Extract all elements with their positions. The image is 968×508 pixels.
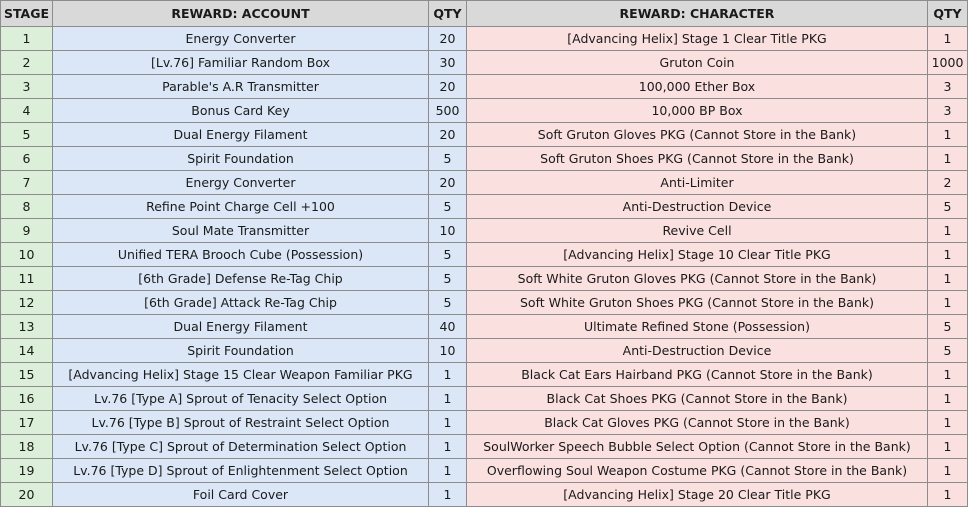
table-row (1, 147, 968, 171)
character-qty-cell: 1 (928, 267, 968, 291)
account-reward-cell: Unified TERA Brooch Cube (Possession) (53, 243, 429, 267)
account-qty-cell: 1 (429, 411, 467, 435)
reward-character-header: REWARD: CHARACTER (467, 1, 928, 27)
stage-cell: 19 (1, 459, 53, 483)
character-qty-cell: 2 (928, 171, 968, 195)
account-reward-cell: [Advancing Helix] Stage 15 Clear Weapon Familiar PKG (53, 363, 429, 387)
character-qty-cell: 1 (928, 435, 968, 459)
table-row (1, 171, 968, 195)
account-qty-cell: 500 (429, 99, 467, 123)
table-row (1, 123, 968, 147)
qty-account-header: QTY (429, 1, 467, 27)
stage-cell: 8 (1, 195, 53, 219)
character-reward-cell: Black Cat Gloves PKG (Cannot Store in the Bank) (467, 411, 928, 435)
character-qty-cell: 3 (928, 75, 968, 99)
stage-cell: 4 (1, 99, 53, 123)
account-qty-cell: 1 (429, 435, 467, 459)
character-reward-cell: [Advancing Helix] Stage 20 Clear Title PKG (467, 483, 928, 507)
character-qty-cell: 1 (928, 123, 968, 147)
table-row (1, 51, 968, 75)
account-reward-cell: Bonus Card Key (53, 99, 429, 123)
character-reward-cell: 100,000 Ether Box (467, 75, 928, 99)
character-reward-cell: Soft White Gruton Shoes PKG (Cannot Store in the Bank) (467, 291, 928, 315)
character-qty-cell: 5 (928, 195, 968, 219)
character-qty-cell: 1 (928, 387, 968, 411)
stage-cell: 15 (1, 363, 53, 387)
character-qty-cell: 1 (928, 219, 968, 243)
table-row (1, 483, 968, 507)
account-qty-cell: 5 (429, 267, 467, 291)
table-row (1, 75, 968, 99)
stage-cell: 18 (1, 435, 53, 459)
table-row (1, 435, 968, 459)
character-qty-cell: 1 (928, 27, 968, 51)
account-qty-cell: 1 (429, 459, 467, 483)
account-qty-cell: 5 (429, 243, 467, 267)
character-reward-cell: Ultimate Refined Stone (Possession) (467, 315, 928, 339)
character-qty-cell: 1 (928, 459, 968, 483)
table-row (1, 291, 968, 315)
stage-cell: 7 (1, 171, 53, 195)
character-reward-cell: Anti-Destruction Device (467, 195, 928, 219)
stage-cell: 2 (1, 51, 53, 75)
account-reward-cell: Spirit Foundation (53, 339, 429, 363)
stage-cell: 20 (1, 483, 53, 507)
character-qty-cell: 5 (928, 315, 968, 339)
account-reward-cell: Soul Mate Transmitter (53, 219, 429, 243)
character-reward-cell: [Advancing Helix] Stage 1 Clear Title PKG (467, 27, 928, 51)
stage-cell: 12 (1, 291, 53, 315)
character-qty-cell: 1 (928, 411, 968, 435)
account-reward-cell: Lv.76 [Type C] Sprout of Determination Select Option (53, 435, 429, 459)
account-qty-cell: 20 (429, 171, 467, 195)
character-qty-cell: 1 (928, 483, 968, 507)
account-qty-cell: 30 (429, 51, 467, 75)
character-reward-cell: Revive Cell (467, 219, 928, 243)
account-reward-cell: Energy Converter (53, 171, 429, 195)
character-reward-cell: Anti-Destruction Device (467, 339, 928, 363)
stage-cell: 5 (1, 123, 53, 147)
account-qty-cell: 40 (429, 315, 467, 339)
account-qty-cell: 1 (429, 387, 467, 411)
account-reward-cell: [6th Grade] Defense Re-Tag Chip (53, 267, 429, 291)
character-qty-cell: 1 (928, 363, 968, 387)
account-qty-cell: 10 (429, 219, 467, 243)
character-reward-cell: [Advancing Helix] Stage 10 Clear Title PKG (467, 243, 928, 267)
account-reward-cell: Lv.76 [Type D] Sprout of Enlightenment Select Option (53, 459, 429, 483)
stage-cell: 11 (1, 267, 53, 291)
account-reward-cell: Lv.76 [Type A] Sprout of Tenacity Select Option (53, 387, 429, 411)
table-row (1, 267, 968, 291)
table-row (1, 459, 968, 483)
stage-cell: 10 (1, 243, 53, 267)
character-qty-cell: 1 (928, 291, 968, 315)
table-row (1, 195, 968, 219)
account-qty-cell: 5 (429, 147, 467, 171)
account-reward-cell: [Lv.76] Familiar Random Box (53, 51, 429, 75)
stage-header: STAGE (1, 1, 53, 27)
character-reward-cell: Soft Gruton Gloves PKG (Cannot Store in the Bank) (467, 123, 928, 147)
account-reward-cell: Foil Card Cover (53, 483, 429, 507)
table-row (1, 363, 968, 387)
stage-cell: 16 (1, 387, 53, 411)
character-reward-cell: SoulWorker Speech Bubble Select Option (Cannot Store in the Bank) (467, 435, 928, 459)
character-reward-cell: Anti-Limiter (467, 171, 928, 195)
table-row (1, 411, 968, 435)
account-reward-cell: Energy Converter (53, 27, 429, 51)
character-reward-cell: Soft Gruton Shoes PKG (Cannot Store in the Bank) (467, 147, 928, 171)
account-reward-cell: Lv.76 [Type B] Sprout of Restraint Select Option (53, 411, 429, 435)
account-qty-cell: 20 (429, 123, 467, 147)
character-reward-cell: Black Cat Ears Hairband PKG (Cannot Store in the Bank) (467, 363, 928, 387)
stage-cell: 6 (1, 147, 53, 171)
character-qty-cell: 1 (928, 147, 968, 171)
table-row (1, 387, 968, 411)
reward-account-header: REWARD: ACCOUNT (53, 1, 429, 27)
character-reward-cell: Overflowing Soul Weapon Costume PKG (Cannot Store in the Bank) (467, 459, 928, 483)
account-qty-cell: 1 (429, 483, 467, 507)
stage-cell: 17 (1, 411, 53, 435)
table-row (1, 339, 968, 363)
character-reward-cell: 10,000 BP Box (467, 99, 928, 123)
account-reward-cell: Spirit Foundation (53, 147, 429, 171)
table-row (1, 315, 968, 339)
header-row (1, 1, 968, 27)
table-row (1, 219, 968, 243)
table-row (1, 27, 968, 51)
account-reward-cell: Refine Point Charge Cell +100 (53, 195, 429, 219)
character-qty-cell: 3 (928, 99, 968, 123)
character-qty-cell: 5 (928, 339, 968, 363)
stage-cell: 1 (1, 27, 53, 51)
table-row (1, 243, 968, 267)
account-qty-cell: 5 (429, 195, 467, 219)
character-reward-cell: Soft White Gruton Gloves PKG (Cannot Store in the Bank) (467, 267, 928, 291)
account-qty-cell: 20 (429, 27, 467, 51)
character-qty-cell: 1000 (928, 51, 968, 75)
account-qty-cell: 1 (429, 363, 467, 387)
character-reward-cell: Gruton Coin (467, 51, 928, 75)
table-row (1, 99, 968, 123)
account-qty-cell: 20 (429, 75, 467, 99)
character-qty-cell: 1 (928, 243, 968, 267)
account-reward-cell: Dual Energy Filament (53, 123, 429, 147)
account-qty-cell: 10 (429, 339, 467, 363)
character-reward-cell: Black Cat Shoes PKG (Cannot Store in the Bank) (467, 387, 928, 411)
stage-cell: 13 (1, 315, 53, 339)
stage-cell: 9 (1, 219, 53, 243)
qty-character-header: QTY (928, 1, 968, 27)
stage-cell: 14 (1, 339, 53, 363)
account-reward-cell: Parable's A.R Transmitter (53, 75, 429, 99)
account-reward-cell: Dual Energy Filament (53, 315, 429, 339)
account-qty-cell: 5 (429, 291, 467, 315)
account-reward-cell: [6th Grade] Attack Re-Tag Chip (53, 291, 429, 315)
stage-cell: 3 (1, 75, 53, 99)
